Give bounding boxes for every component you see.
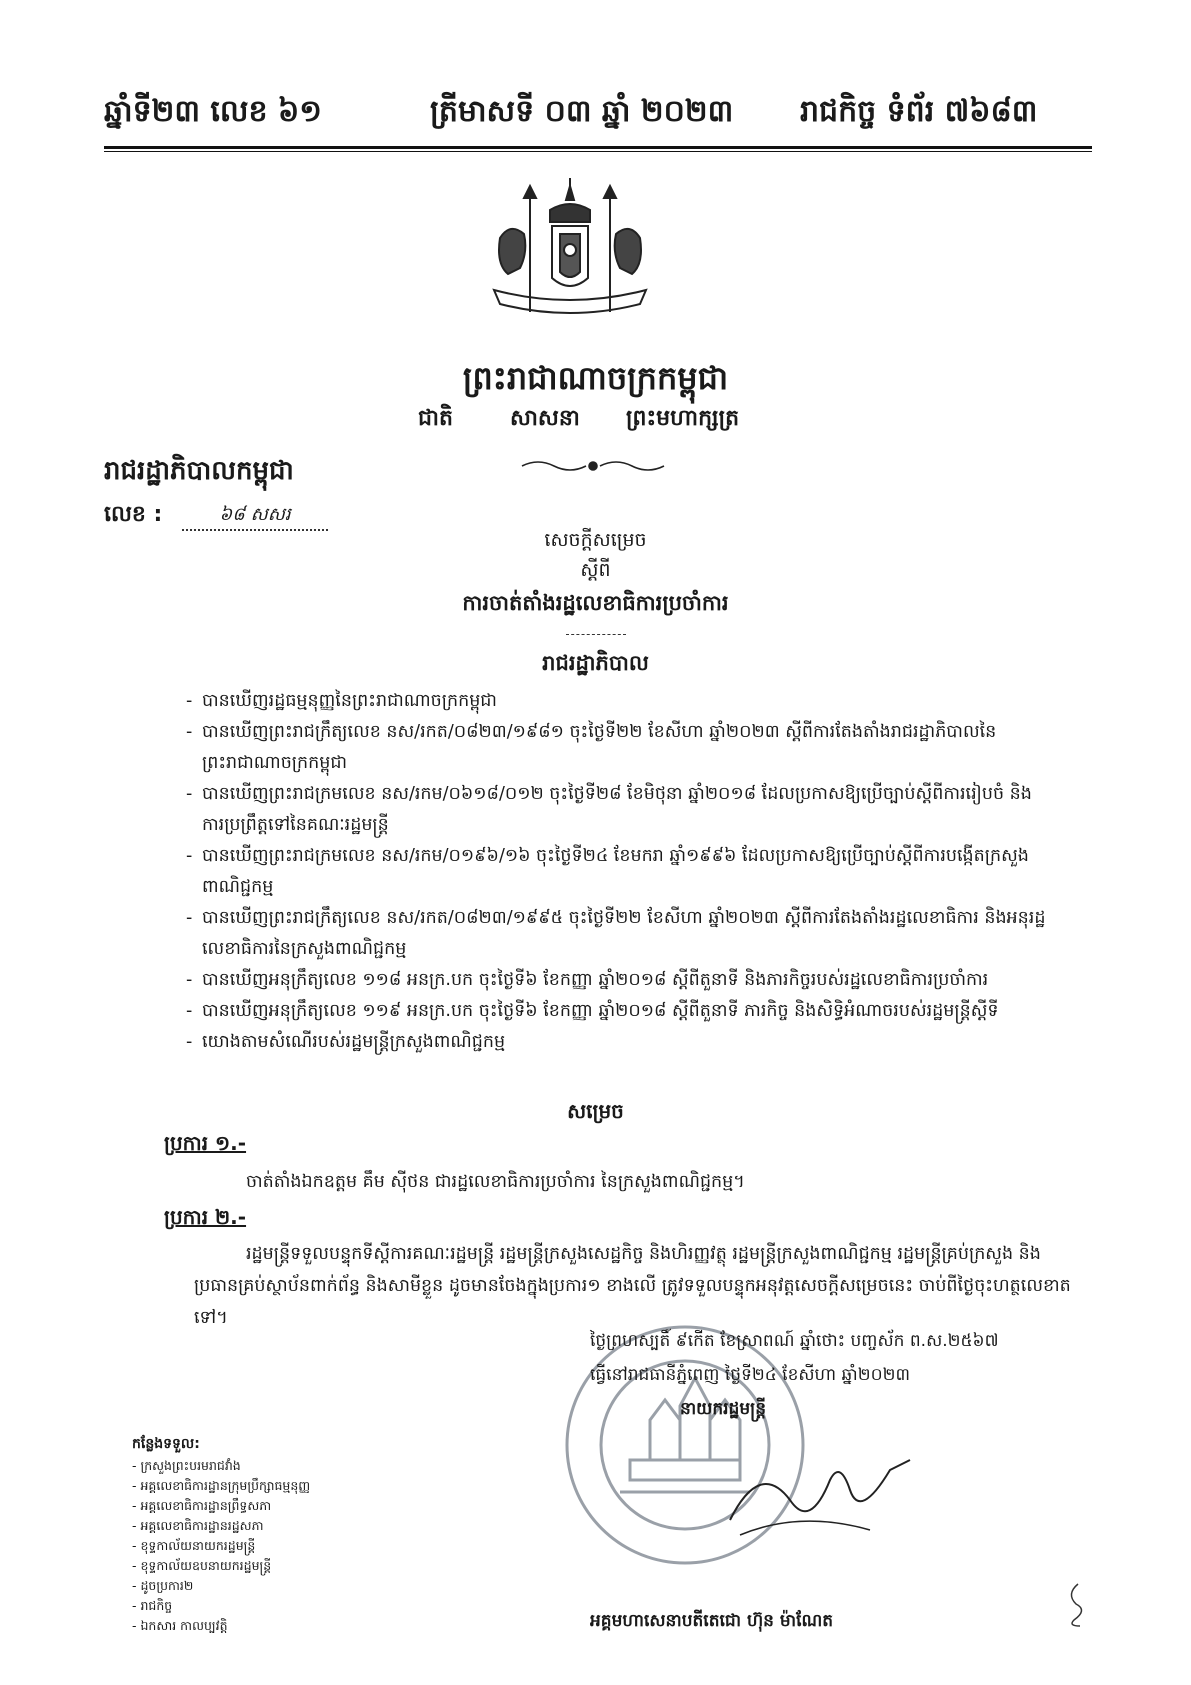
consideration-item: - បានឃើញព្រះរាជក្រមលេខ នស/រកម/០៦១៨/០១២ ចុះថ្ងៃទី២៨ ខែមិថុនា ឆ្នាំ២០១៨ ដែលប្រកាសឱ្យប្រើច្បាប់ស្តីពីការរៀបចំ និងការប្រព្រឹត្តទៅនៃគណៈរដ្ឋមន្ត្រី (186, 784, 1032, 835)
recipient-item: - ដូចប្រការ២ (132, 1578, 194, 1593)
article-1-label: ប្រការ ១.- (164, 1131, 247, 1155)
lunar-date: ថ្ងៃព្រហស្បតិ៍ ៩កើត ខែស្រាពណ៍ ឆ្នាំថោះ បញ្ចស័ក ព.ស.២៥៦៧ (590, 1331, 999, 1351)
authority-heading: រាជរដ្ឋាភិបាល (542, 651, 649, 675)
signatory-name: អគ្គមហាសេនាបតីតេជោ ហ៊ុន ម៉ាណែត (590, 1611, 834, 1631)
issue-place-date: ធ្វើនៅរាជធានីភ្នំពេញ ថ្ងៃទី២៤ ខែសីហា ឆ្នាំ២០២៣ (590, 1365, 911, 1385)
title-subject-word: ស្តីពី (580, 559, 611, 581)
kingdom-name: ព្រះរាជាណាចក្រកម្ពុជា (462, 359, 729, 397)
decision-number-value: ៦៨ សសរ (182, 502, 328, 531)
signatory-role: នាយករដ្ឋមន្ត្រី (680, 1399, 766, 1419)
issuer-name: រាជរដ្ឋាភិបាលកម្ពុជា (104, 456, 294, 486)
gazette-quarter: ត្រីមាសទី ០៣ ឆ្នាំ ២០២៣ (430, 94, 734, 129)
article-2-label: ប្រការ ២.- (164, 1205, 247, 1229)
article-1-text: ចាត់តាំងឯកឧត្តម គឹម ស៊ីថន ជារដ្ឋលេខាធិការប្រចាំការ នៃក្រសួងពាណិជ្ជកម្ម។ (246, 1172, 745, 1192)
handwritten-signature-icon (720, 1440, 920, 1550)
header-rule (104, 146, 1092, 149)
considerations-list (186, 686, 1046, 1058)
motto-king: ព្រះមហាក្សត្រ (626, 406, 740, 431)
recipient-item: - អគ្គលេខាធិការដ្ឋានរដ្ឋសភា (132, 1518, 264, 1533)
motto-religion: សាសនា (510, 406, 580, 431)
decision-subject: ការចាត់តាំងរដ្ឋលេខាធិការប្រចាំការ (462, 591, 729, 615)
consideration-item: - បានឃើញព្រះរាជក្រឹត្យលេខ នស/រកត/០៨២៣/១៩៩៥ ចុះថ្ងៃទី២២ ខែសីហា ឆ្នាំ២០២៣ ស្តីពីការតែងតាំងរដ្ឋលេខាធិការ និងអនុរដ្ឋលេខាធិការនៃក្រសួងពាណិជ្ជកម្ម (186, 908, 1046, 959)
consideration-item: - បានឃើញព្រះរាជក្រឹត្យលេខ នស/រកត/០៨២៣/១៩៨១ ចុះថ្ងៃទី២២ ខែសីហា ឆ្នាំ២០២៣ ស្តីពីការតែងតាំងរាជរដ្ឋាភិបាលនៃព្រះរាជាណាចក្រកម្ពុជា (186, 722, 997, 773)
article-2-text: រដ្ឋមន្ត្រីទទួលបន្ទុកទីស្តីការគណៈរដ្ឋមន្ត្រី រដ្ឋមន្ត្រីក្រសួងសេដ្ឋកិច្ច និងហិរញ្ញវត្ថុ រដ្ឋមន្ត្រីក្រសួងពាណិជ្ជកម្ម រដ្ឋមន្ត្រីគ្រប់ក្រសួង និងប្រធានគ្រប់ស្ថាប័នពាក់ព័ន្ធ និងសាមីខ្លួន ដូចមានចែងក្នុងប្រការ១ ខាងលើ ត្រូវទទួលបន្ទុកអនុវត្តសេចក្តីសម្រេចនេះ ចាប់ពីថ្ងៃចុះហត្ថលេខាតទៅ។ (194, 1244, 1071, 1328)
consideration-item: - យោងតាមសំណើរបស់រដ្ឋមន្ត្រីក្រសួងពាណិជ្ជកម្ម (186, 1032, 506, 1052)
decision-title: សេចក្តីសម្រេច (544, 529, 647, 551)
title-divider (566, 634, 626, 635)
consideration-item: - បានឃើញអនុក្រឹត្យលេខ ១១៩ អនក្រ.បក ចុះថ្ងៃទី៦ ខែកញ្ញា ឆ្នាំ២០១៨ ស្តីពីតួនាទី ភារកិច្ច និងសិទ្ធិអំណាចរបស់រដ្ឋមន្ត្រីស្តីទី (186, 1001, 999, 1021)
recipient-item: - រាជកិច្ច (132, 1598, 173, 1613)
recipient-item: - ខុទ្ទកាល័យនាយករដ្ឋមន្ត្រី (132, 1538, 256, 1553)
recipient-item: - អគ្គលេខាធិការដ្ឋានព្រឹទ្ធសភា (132, 1498, 272, 1513)
recipient-item: - អគ្គលេខាធិការដ្ឋានក្រុមប្រឹក្សាធម្មនុញ្ញ (132, 1478, 311, 1493)
recipients-title: កន្លែងទទួល: (132, 1436, 200, 1452)
decision-number-label: លេខ : (104, 502, 163, 527)
header-rule-thin (104, 151, 1092, 152)
consideration-item: - បានឃើញអនុក្រឹត្យលេខ ១១៨ អនក្រ.បក ចុះថ្ងៃទី៦ ខែកញ្ញា ឆ្នាំ២០១៨ ស្តីពីតួនាទី និងភារកិច្ចរបស់រដ្ឋលេខាធិការប្រចាំការ (186, 970, 989, 990)
decides-heading: សម្រេច (567, 1099, 624, 1123)
initial-mark-icon (1058, 1580, 1098, 1630)
ornament-divider-icon (518, 458, 668, 474)
royal-arms-emblem-icon (470, 178, 670, 328)
recipient-item: - ខុទ្ទកាល័យឧបនាយករដ្ឋមន្ត្រី (132, 1558, 272, 1573)
consideration-item: - បានឃើញរដ្ឋធម្មនុញ្ញនៃព្រះរាជាណាចក្រកម្ពុជា (186, 691, 497, 711)
recipients-list (132, 1456, 310, 1636)
gazette-page: រាជកិច្ច ទំព័រ ៧៦៨៣ (800, 94, 1038, 129)
motto-nation: ជាតិ (418, 406, 453, 431)
consideration-item: - បានឃើញព្រះរាជក្រមលេខ នស/រកម/០១៩៦/១៦ ចុះថ្ងៃទី២៤ ខែមករា ឆ្នាំ១៩៩៦ ដែលប្រកាសឱ្យប្រើច្បាប់ស្តីពីការបង្កើតក្រសួងពាណិជ្ជកម្ម (186, 846, 1029, 897)
recipient-item: - ឯកសារ កាលប្បវត្តិ (132, 1618, 228, 1633)
gazette-year-issue: ឆ្នាំទី២៣ លេខ ៦១ (104, 94, 322, 129)
recipient-item: - ក្រសួងព្រះបរមរាជវាំង (132, 1458, 241, 1473)
